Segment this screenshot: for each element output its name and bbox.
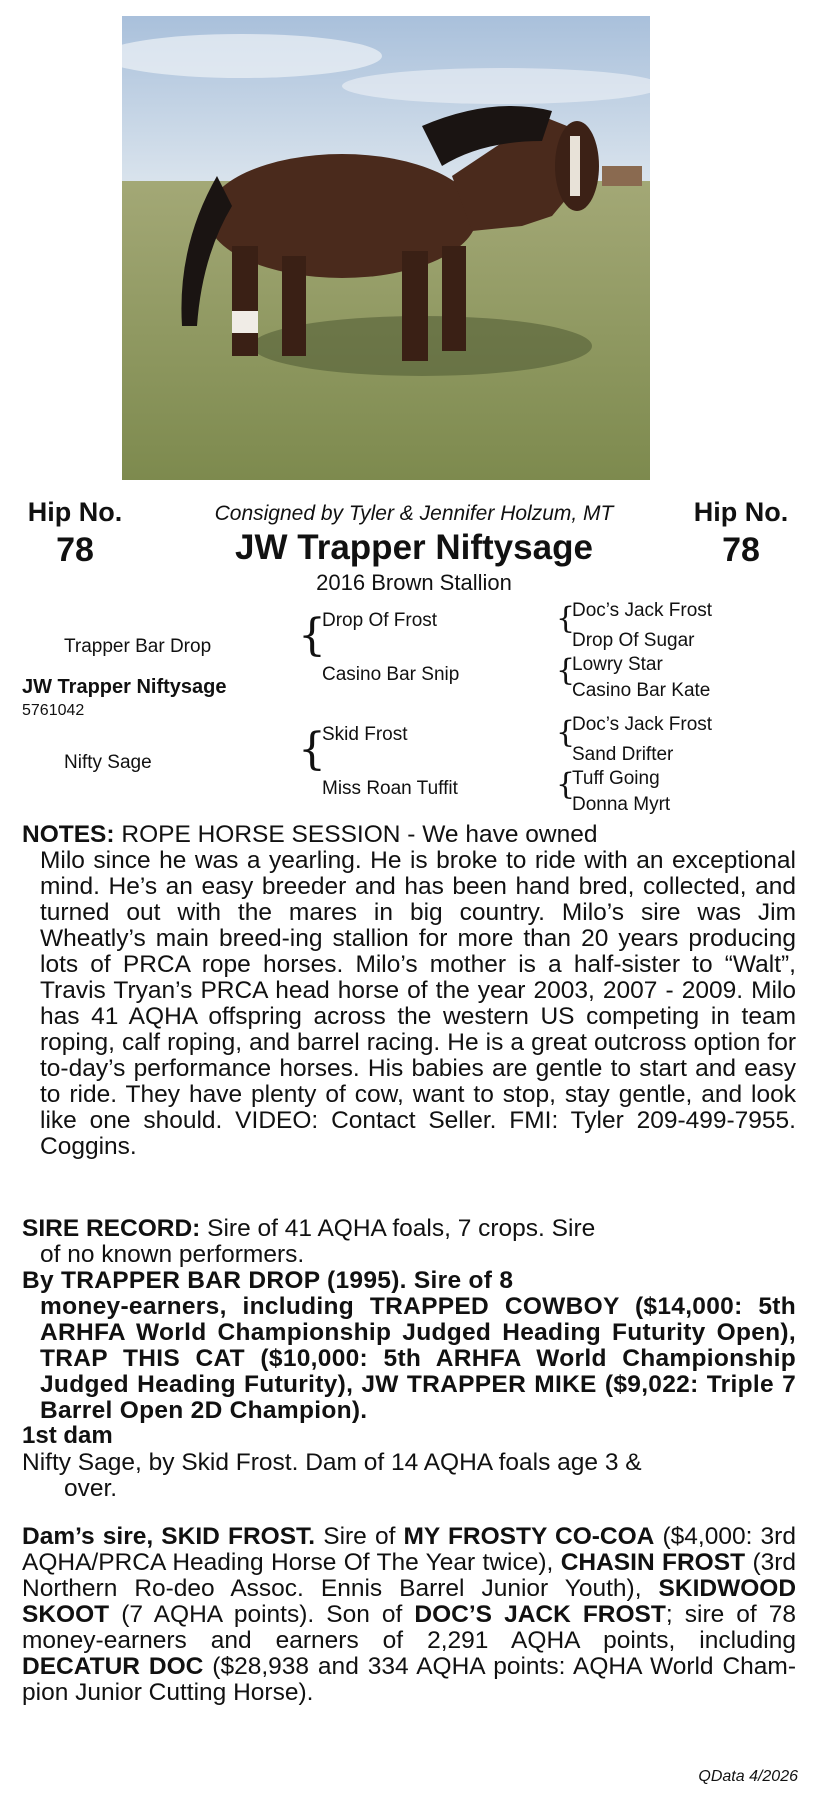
- pedigree-sire: Trapper Bar Drop: [64, 636, 212, 657]
- pedigree-ggp: Doc’s Jack Frost: [572, 714, 713, 735]
- pedigree-brace: {: [556, 767, 576, 802]
- pedigree-brace: {: [298, 610, 326, 661]
- dams-sire-offspring: MY FROSTY CO-COA: [403, 1523, 655, 1550]
- hip-label-right: Hip No.: [693, 497, 789, 527]
- notes: [22, 822, 796, 1160]
- sire-summary: [22, 1268, 796, 1424]
- notes-text: Milo since he was a yearling. He is broke to ride with an exceptional mind. He’s an easy breeder and has been hand bred, collected, and turned out with the mares in big country. Milo’s sire was Jim Wheatly’s main breed-ing stallion for more than 20 years producing lots of PRCA rope horses. Milo’s mother is a half-sister to “Walt”, Travis Tryan’s PRCA head horse of the year 2003, 2007 - 2009. Milo has 41 AQHA offspring across the western US competing in team roping, calf roping, and barrel racing. He is a great outcross option for to-day’s performance horses. His babies are gentle to start and easy to ride. They have plenty of cow, want to stop, stay gentle, and look like one should. VIDEO: Contact Seller. FMI: Tyler 209-499-7955. Coggins.: [40, 847, 796, 1160]
- pedigree-ggp: Sand Drifter: [572, 744, 674, 765]
- sire-record-text: of no known performers.: [40, 1241, 305, 1268]
- dams-sire-sire: DOC’S JACK FROST: [414, 1601, 666, 1628]
- horse-name: JW Trapper Niftysage: [235, 528, 593, 567]
- pedigree-dam-dam: Miss Roan Tuffit: [322, 778, 458, 799]
- horse-photo: [122, 16, 650, 480]
- hip-label-left: Hip No.: [27, 497, 123, 527]
- pedigree-sire-sire: Drop Of Frost: [322, 610, 438, 631]
- dams-sire-offspring: CHASIN FROST: [560, 1549, 746, 1576]
- sire-summary-text: money-earners, including TRAPPED COWBOY ($14,000: 5th ARHFA World Championship Judged Heading Futurity Open), TRAP THIS CAT ($10,000: 5th ARHFA World Championship Judged Heading Futurity), JW TRAPPER MIKE ($9,022: Triple 7 Barrel Open 2D Champion).: [40, 1293, 796, 1424]
- pedigree-ggp: Lowry Star: [572, 654, 663, 675]
- pedigree-sire-dam: Casino Bar Snip: [322, 664, 460, 685]
- hip-number-left: 78: [56, 531, 94, 569]
- sire-record: [22, 1216, 796, 1268]
- dams-sire-text: (7 AQHA points). Son of: [121, 1601, 403, 1628]
- pedigree-ggp: Doc’s Jack Frost: [572, 600, 713, 621]
- footer-qdata: QData 4/2026: [698, 1768, 798, 1785]
- pedigree-brace: {: [556, 601, 576, 636]
- sire-record-label: SIRE RECORD:: [22, 1215, 201, 1242]
- notes-first-line: ROPE HORSE SESSION - We have owned: [121, 821, 598, 848]
- first-dam-text: over.: [64, 1475, 118, 1502]
- sire-record-first: Sire of 41 AQHA foals, 7 crops. Sire: [207, 1215, 596, 1242]
- dams-sire: [22, 1524, 796, 1706]
- hip-left: [10, 496, 140, 570]
- pedigree-horse: JW Trapper Niftysage: [22, 676, 227, 698]
- consignor: Consigned by Tyler & Jennifer Holzum, MT: [214, 502, 614, 525]
- pedigree-dam: Nifty Sage: [64, 752, 152, 773]
- dams-sire-offspring: DECATUR DOC: [22, 1653, 204, 1680]
- horse-photo-illustration: [122, 16, 650, 480]
- pedigree-brace: {: [556, 653, 576, 688]
- first-dam-first: Nifty Sage, by Skid Frost. Dam of 14 AQHA foals age 3 &: [22, 1449, 642, 1476]
- first-dam: [22, 1450, 796, 1502]
- dams-sire-text: ($28,938 and 334 AQHA points: AQHA World Cham-pion Junior Cutting Horse).: [22, 1653, 796, 1706]
- pedigree-dam-sire: Skid Frost: [322, 724, 408, 745]
- pedigree-brace: {: [298, 724, 326, 775]
- dams-sire-text: ($4,000: 3rd AQHA/PRCA Heading Horse Of The Year twice),: [22, 1523, 796, 1576]
- pedigree-ggp: Tuff Going: [572, 768, 660, 789]
- dams-sire-text: Sire of: [323, 1523, 396, 1550]
- pedigree-ggp: Casino Bar Kate: [572, 680, 711, 701]
- horse-description: 2016 Brown Stallion: [316, 570, 512, 595]
- pedigree-registration: 5761042: [22, 702, 85, 719]
- first-dam-heading: 1st dam: [22, 1422, 113, 1449]
- pedigree-ggp: Drop Of Sugar: [572, 630, 695, 651]
- notes-label: NOTES:: [22, 821, 115, 848]
- pedigree-brace: {: [556, 715, 576, 750]
- hip-number-right: 78: [722, 531, 760, 569]
- dams-sire-text: (3rd Northern Ro-deo Assoc. Ennis Barrel Junior Youth),: [22, 1549, 797, 1602]
- pedigree-ggp: Donna Myrt: [572, 794, 671, 815]
- sire-summary-first: By TRAPPER BAR DROP (1995). Sire of 8: [22, 1267, 514, 1294]
- dams-sire-text: ; sire of 78 money-earners and earners of 2,291 AQHA points, including: [22, 1601, 797, 1654]
- dams-sire-offspring: SKIDWOOD SKOOT: [22, 1575, 797, 1628]
- dams-sire-label: Dam’s sire, SKID FROST.: [22, 1523, 316, 1550]
